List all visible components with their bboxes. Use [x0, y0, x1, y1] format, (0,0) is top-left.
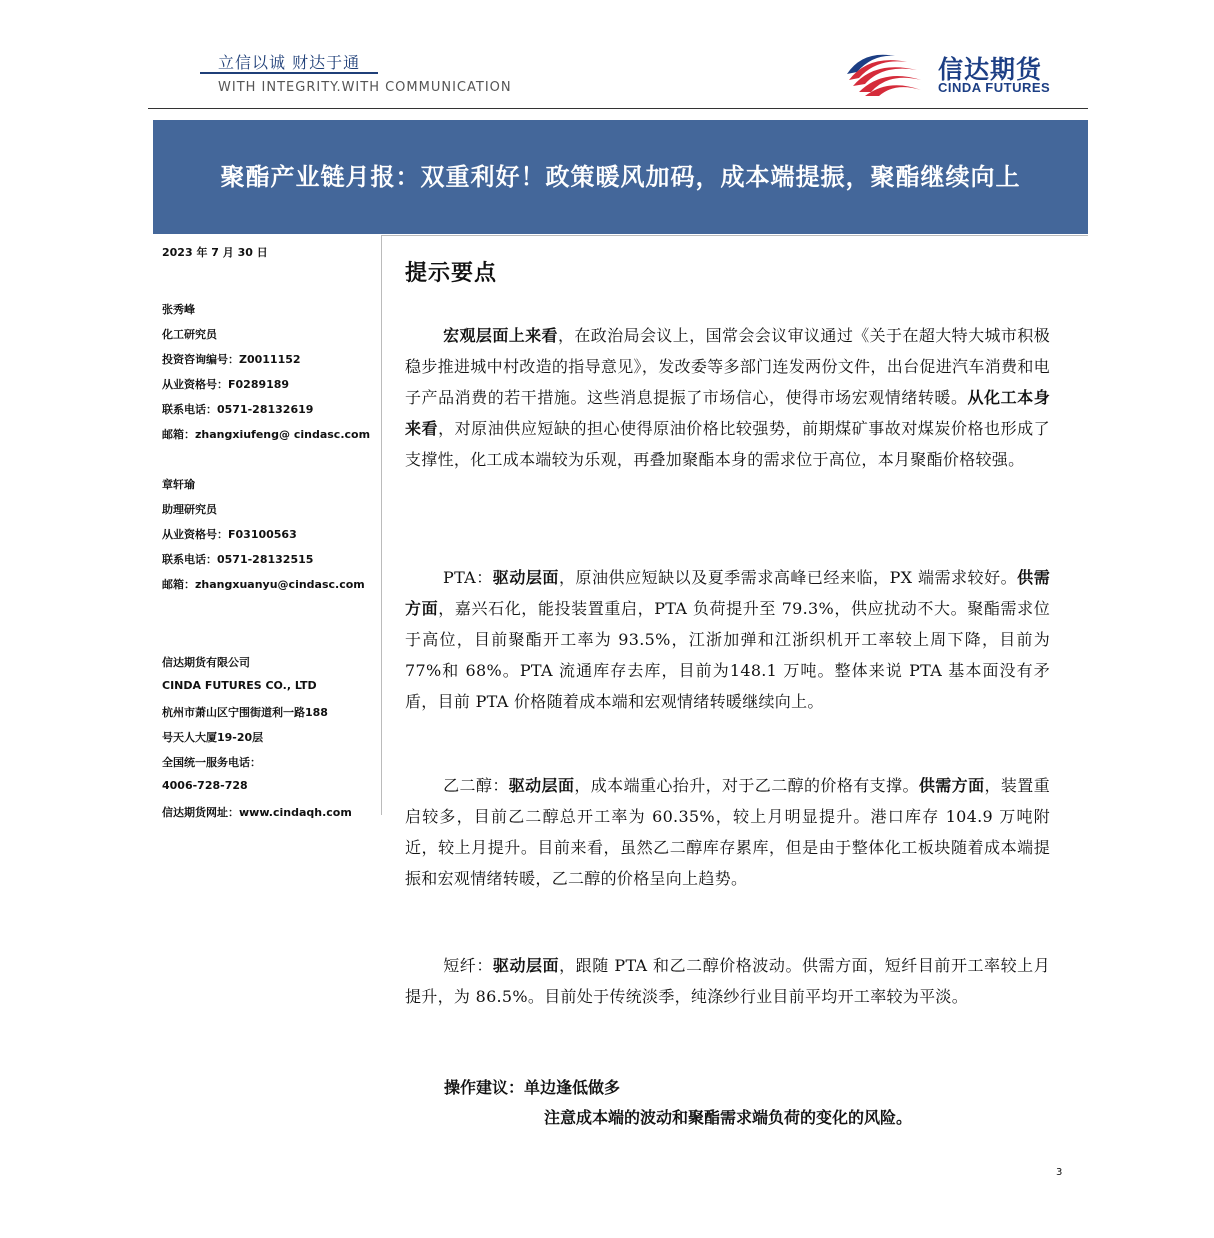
slogan-english: WITH INTEGRITY.WITH COMMUNICATION	[218, 80, 512, 95]
chem-heading: 从化工本身来看	[405, 388, 1050, 438]
company-address-line1: 杭州市萧山区宁围街道利一路188	[162, 706, 328, 719]
pta-supply-heading: 供需方面	[405, 568, 1051, 618]
content-top-rule	[381, 235, 1088, 236]
pta-supply-text: ，嘉兴石化，能投装置重启，PTA 负荷提升至 79.3%，供应扰动不大。聚酯需求位于高位，目前聚酯开工率为 93.5%，江浙加弹和江浙织机开工率较上周下降，目前为 77%和 68%。PTA 流通库存去库，目前为148.1 万吨。整体来说 PTA 基本面没有矛盾，目前 PTA 价格随着成本端和宏观情绪转暖继续向上。	[405, 599, 1050, 711]
risk-note: 注意成本端的波动和聚酯需求端负荷的变化的风险。	[544, 1108, 913, 1127]
header-divider	[148, 108, 1088, 109]
title-banner	[153, 120, 1088, 234]
cinda-logo-icon	[843, 48, 923, 98]
analyst1-role: 化工研究员	[162, 328, 217, 341]
meg-lead: 乙二醇：	[443, 776, 509, 795]
meg-paragraph	[405, 770, 1050, 894]
slogan-underline	[200, 72, 378, 74]
analyst2-email: 邮箱：zhangxuanyu@cindasc.com	[162, 578, 365, 591]
macro-paragraph	[405, 320, 1050, 475]
chem-text: ，对原油供应短缺的担心使得原油价格比较强势，前期煤矿事故对煤炭价格也形成了支撑性，化工成本端较为乐观，再叠加聚酯本身的需求位于高位，本月聚酯价格较强。	[405, 419, 1050, 469]
logo-text-en: CINDA FUTURES	[938, 80, 1051, 95]
report-title: 聚酯产业链月报：双重利好！政策暖风加码，成本端提振，聚酯继续向上	[220, 162, 1021, 191]
slogan-chinese: 立信以诚 财达于通	[218, 53, 361, 72]
meg-driver-text: ，成本端重心抬升，对于乙二醇的价格有支撑。	[574, 776, 919, 795]
company-name-en: CINDA FUTURES CO., LTD	[162, 679, 317, 692]
analyst1-phone: 联系电话：0571-28132619	[162, 403, 314, 416]
pta-driver-text: ，原油供应短缺以及夏季需求高峰已经来临，PX 端需求较好。	[558, 568, 1018, 587]
meg-supply-text: ，装置重启较多，目前乙二醇总开工率为 60.35%，较上月明显提升。港口库存 104.9 万吨附近，较上月提升。目前来看，虽然乙二醇库存累库，但是由于整体化工板块随着成本端提振和宏观情绪转暖，乙二醇的价格呈向上趋势。	[405, 776, 1050, 888]
analyst2-role: 助理研究员	[162, 503, 217, 516]
logo-text-cn: 信达期货	[938, 55, 1043, 84]
macro-heading: 宏观层面上来看	[443, 326, 558, 345]
psf-driver-heading: 驱动层面	[492, 956, 560, 975]
meg-supply-heading: 供需方面	[918, 776, 985, 795]
analyst1-qual-no: 从业资格号：F0289189	[162, 378, 290, 391]
company-website: 信达期货网址：www.cindaqh.com	[162, 806, 352, 819]
page-number: 3	[1056, 1167, 1063, 1178]
pta-paragraph	[405, 562, 1050, 717]
pta-lead: PTA：	[443, 568, 493, 587]
analyst2-name: 章轩瑜	[162, 478, 195, 491]
psf-driver-text: ，跟随 PTA 和乙二醇价格波动。供需方面，短纤目前开工率较上月提升，为 86.5%。目前处于传统淡季，纯涤纱行业目前平均开工率较为平淡。	[405, 956, 1050, 1006]
analyst2-qual-no: 从业资格号：F03100563	[162, 528, 297, 541]
meg-driver-heading: 驱动层面	[508, 776, 575, 795]
sidebar-divider	[381, 235, 382, 815]
operation-advice: 操作建议：单边逢低做多	[444, 1078, 621, 1097]
psf-paragraph	[405, 950, 1050, 1012]
company-address-line2: 号天人大厦19-20层	[162, 731, 264, 744]
analyst1-name: 张秀峰	[162, 303, 195, 316]
pta-driver-heading: 驱动层面	[492, 568, 559, 587]
analyst2-phone: 联系电话：0571-28132515	[162, 553, 314, 566]
company-name-cn: 信达期货有限公司	[162, 656, 250, 669]
macro-text: ，在政治局会议上，国常会会议审议通过《关于在超大特大城市积极稳步推进城中村改造的指导意见》，发改委等多部门连发两份文件，出台促进汽车消费和电子产品消费的若干措施。这些消息提振了市场信心，使得市场宏观情绪转暖。	[405, 326, 1050, 407]
section-title: 提示要点	[405, 260, 498, 286]
analyst1-consult-no: 投资咨询编号：Z0011152	[162, 353, 301, 366]
hotline-label: 全国统一服务电话：	[162, 756, 261, 769]
psf-lead: 短纤：	[443, 956, 493, 975]
analyst1-email: 邮箱：zhangxiufeng@ cindasc.com	[162, 428, 371, 441]
report-date: 2023 年 7 月 30 日	[162, 246, 268, 259]
hotline-number: 4006-728-728	[162, 779, 248, 792]
